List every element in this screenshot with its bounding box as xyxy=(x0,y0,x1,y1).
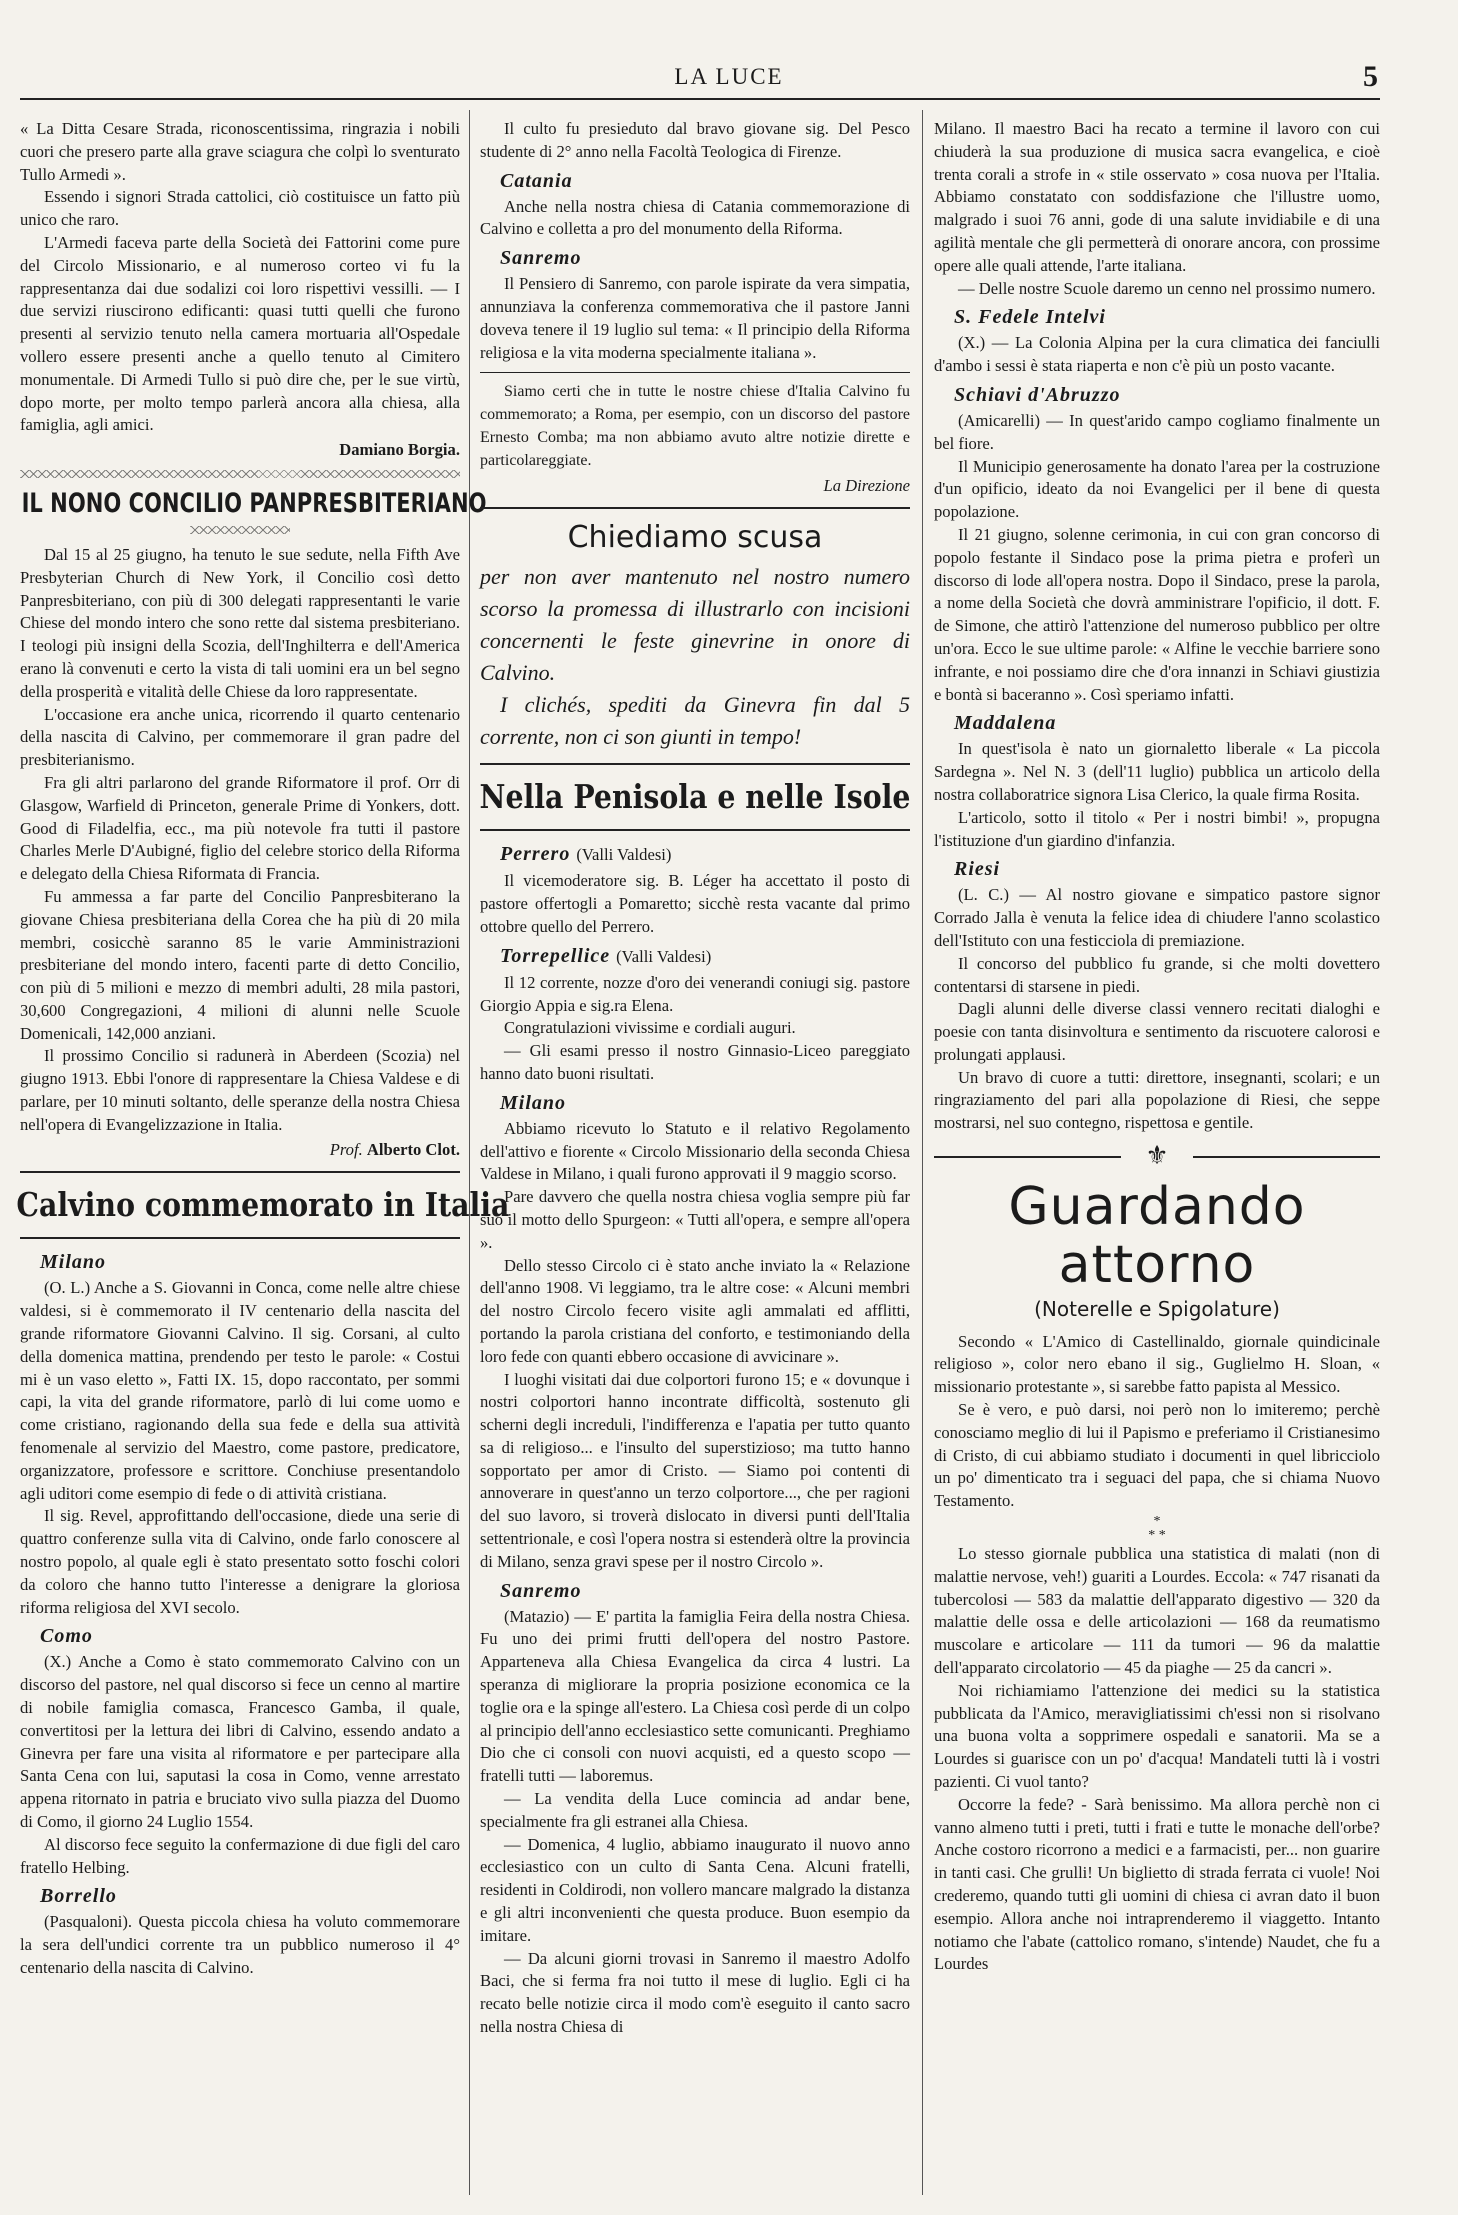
paragraph: — Delle nostre Scuole daremo un cenno nel prossimo numero. xyxy=(958,278,1376,298)
paragraph: Il 12 corrente, nozze d'oro dei venerandi coniugi sig. pastore Giorgio Appia e sig.ra Elena. xyxy=(480,972,910,1015)
divider xyxy=(480,507,910,509)
paragraph: Il culto fu presieduto dal bravo giovane sig. Del Pesco studente di 2° anno nella Facoltà Teologica di Firenze. xyxy=(480,119,910,161)
paragraph: Essendo i signori Strada cattolici, ciò costituisce un fatto più unico che raro. xyxy=(20,187,460,230)
article-title: Calvino commemorato in Italia xyxy=(16,1185,510,1225)
signature: Prof. Alberto Clot. xyxy=(329,1139,460,1159)
divider xyxy=(20,1171,460,1173)
paragraph: Lo stesso giornale pubblica una statistica di malati (non di malattie nervose, veh!) guariti a Lourdes. Eccola: « 747 risanati da tubercolosi — 583 da malattie dell'apparato digestivo — 320 da malattie delle ossa e delle articolazioni — 168 da reumatismo muscolare e articolare — 111 da tumori — 96 da malattie dell'apparato circolatorio — 45 da piaghe — 25 da cancri ». xyxy=(934,1544,1380,1678)
town-heading: Torrepellice (Valli Valdesi) xyxy=(500,944,712,967)
divider xyxy=(20,1237,460,1239)
paragraph: Milano. Il maestro Baci ha recato a termine il lavoro con cui chiuderà la sua produzione di musica sacra evangelica, e cioè trenta corali a strofe in « stile osservato » cosa nuova per l'Italia. Abbiamo constatato con soddisfazione che l'illustre uomo, malgrado i suoi 76 anni, gode di una salute invidiabile e di una agilità mentale che gli permetterà di onorare ancora, con prossime opere alle quali attende, l'arte italiana. xyxy=(934,119,1380,275)
divider xyxy=(480,763,910,765)
paragraph: Pare davvero che quella nostra chiesa voglia sempre più far suo il motto dello Spurgeon: « Tutti all'opera, e sempre all'opera ». xyxy=(480,1187,910,1252)
paragraph: Il 21 giugno, solenne cerimonia, in cui con gran concorso di popolo festante il Sindaco pose la prima pietra e proferì un discorso di lode all'opera nostra. Dopo il Sindaco, prese la parola, a nome della Società che dovrà amministrare l'opificio, il dott. F. de Simone, che attirò l'attenzione del numeroso pubblico per oltre un'ora. Ecco le sue ultime parole: « Alfine le vecchie barriere sono infrante, e noi possiamo dire che d'ora innanzi in Schiavi giustizia e bontà si baceranno ». Così speriamo infatti. xyxy=(934,524,1380,704)
paragraph: Un bravo di cuore a tutti: direttore, insegnanti, scolari; e un ringraziamento del pari alla popolazione di Riesi, che seppe mostrarsi, nel suo contegno, rispettosa e gentile. xyxy=(934,1067,1380,1133)
divider xyxy=(480,372,910,373)
paragraph: Fra gli altri parlarono del grande Riformatore il prof. Orr di Glasgow, Warfield di Princeton, generale Prime di Yonkers, dott. Good di Filadelfia, ecc., ma più notevole fra tutti il pastore Charles Merle D'Aubigné, figlio del celebre storico della Riforma e delegato della Chiesa Riformata di Francia. xyxy=(20,772,460,884)
paragraph: Il prossimo Concilio si radunerà in Aberdeen (Scozia) nel giugno 1913. Ebbi l'onore di rappresentare la Chiesa Valdese e di parlare, per 10 minuti soltanto, delle speranze della nostra Chiesa nell'opera di Evangelizzazione in Italia. xyxy=(20,1046,460,1134)
signature: Damiano Borgia. xyxy=(339,440,460,460)
page-header xyxy=(0,0,1458,110)
paragraph: Anche nella nostra chiesa di Catania commemorazione di Calvino e colletta a pro del monumento della Riforma. xyxy=(480,196,910,239)
paragraph: Il Pensiero di Sanremo, con parole ispirate da vera simpatia, annunziava la conferenza commemorativa che il pastore Janni doveva tenere il 19 luglio sul tema: « Il principio della Riforma religiosa e la vita moderna specialmente italiana ». xyxy=(480,274,910,362)
signature: La Direzione xyxy=(823,475,910,495)
paragraph: Il concorso del pubblico fu grande, si che molti dovettero contentarsi di starsene in piedi. xyxy=(934,953,1380,996)
paragraph: Al discorso fece seguito la confermazione di due figli del caro fratello Helbing. xyxy=(20,1834,460,1877)
town-heading: Riesi xyxy=(954,858,1001,881)
divider xyxy=(480,829,910,831)
article-subtitle: (Noterelle e Spigolature) xyxy=(1034,1296,1280,1321)
paragraph: — Da alcuni giorni trovasi in Sanremo il maestro Adolfo Baci, che si ferma fra noi tutto il mese di luglio. Egli ci ha recato belle notizie circa il modo com'è eseguito il canto sacro nella nostra Chiesa di xyxy=(480,1948,910,2037)
column-2 xyxy=(480,118,910,2188)
paragraph: L'occasione era anche unica, ricorrendo il quarto centenario della nascita di Calvino, per commemorare il gran padre del presbiterianismo. xyxy=(20,704,460,770)
paragraph: Fu ammessa a far parte del Concilio Panpresbiterano la giovane Chiesa presbiteriana della Corea che ha più di 20 mila membri, cosicchè saranno 85 le varie Amministrazioni presbiteriane del mondo intero, facenti parte di detto Concilio, con più di 5 milioni e mezzo di membri adulti, 28 mila pastori, 30,600 Congregazioni, 4 milioni di alunni nelle Scuole Domenicali, 142,000 anziani. xyxy=(20,886,460,1043)
paragraph: (X.) Anche a Como è stato commemorato Calvino con un discorso del pastore, nel qual discorso si fece un cenno al martire di nobile famiglia comasca, Francesco Gamba, il quale, convertitosi per la lettura dei libri di Calvino, essendo andato a Ginevra per fare una visita al riformatore e per partecipare alla Santa Cena con lui, saputasi la cosa in Como, venne arrestato appena ritornato in patria e bruciato vivo sulla piazza del Duomo di Como, il giorno 24 Luglio 1554. xyxy=(20,1652,460,1831)
page-number: 5 xyxy=(1363,60,1378,93)
apology-text xyxy=(480,561,910,753)
article-title: Guardando attorno xyxy=(1008,1176,1306,1295)
town-heading: Catania xyxy=(500,169,573,192)
fleuron-ornament-icon: ⚜ xyxy=(934,1145,1380,1168)
article-title: Chiediamo scusa xyxy=(567,520,823,556)
concilio-article xyxy=(20,544,460,1162)
article-title: Nella Penisola e nelle Isole xyxy=(479,777,911,817)
header-rule xyxy=(20,98,1380,100)
town-heading: Schiavi d'Abruzzo xyxy=(954,383,1121,406)
divider xyxy=(20,470,460,478)
paragraph: Dagli alunni delle diverse classi vennero recitati dialoghi e poesie con tanta disinvoltura e sentimento da riscuotere calorosi e prolungati applausi. xyxy=(934,999,1380,1064)
paragraph: Secondo « L'Amico di Castellinaldo, giornale quindicinale religioso », color nero ebano il sig., Guglielmo H. Sloan, « missionario protestante », si sarebbe fatto papista al Messico. xyxy=(934,1331,1380,1397)
paragraph: In quest'isola è nato un giornaletto liberale « La piccola Sardegna ». Nel N. 3 (dell'11 luglio) pubblica un articolo della nostra collaboratrice signora Lisa Clerico, la quale firma Rosita. xyxy=(934,739,1380,804)
town-heading: Sanremo xyxy=(500,247,582,270)
town-heading: S. Fedele Intelvi xyxy=(954,306,1106,329)
paragraph: (Pasqualoni). Questa piccola chiesa ha voluto commemorare la sera dell'undici corrente tra un pubblico numeroso il 4° centenario della nascita di Calvino. xyxy=(20,1912,460,1977)
town-heading: Perrero (Valli Valdesi) xyxy=(500,843,672,866)
town-heading: Borrello xyxy=(40,1885,117,1908)
paragraph: (L. C.) — Al nostro giovane e simpatico pastore signor Corrado Jalla è venuta la felice idea di chiudere l'anno scolastico dell'Istituto con una festicciola di premiazione. xyxy=(934,885,1380,950)
masthead: LA LUCE xyxy=(674,64,784,89)
asterism-icon: * * * xyxy=(1148,1514,1166,1544)
paragraph: Abbiamo ricevuto lo Statuto e il relativo Regolamento dell'attivo e fiorente « Circolo Missionario della seconda Chiesa Valdese in Milano, i quali furono approvati il 9 maggio scorso. xyxy=(480,1118,910,1184)
paragraph: — Gli esami presso il nostro Ginnasio-Liceo pareggiato hanno dato buoni risultati. xyxy=(480,1041,910,1083)
paragraph: (X.) — La Colonia Alpina per la cura climatica dei fanciulli d'ambo i sessi è stata riaperta e non c'è più un posto vacante. xyxy=(934,333,1380,376)
paragraph: Siamo certi che in tutte le nostre chiese d'Italia Calvino fu commemorato; a Roma, per esempio, con un discorso del pastore Ernesto Comba; ma non abbiamo avuto altre notizie dirette e particolareggiate. xyxy=(480,383,910,469)
paragraph: L'articolo, sotto il titolo « Per i nostri bimbi! », propugna l'istituzione d'un giardino d'infanzia. xyxy=(934,807,1380,850)
town-heading: Sanremo xyxy=(500,1579,582,1602)
paragraph: L'Armedi faceva parte della Società dei Fattorini come pure del Circolo Missionario, e al numeroso corteo vi fu la rappresentanza dai due sodalizi coi loro rispettivi vessilli. — I due servizi riuscirono edificanti: quasi tutti quelli che furono presenti al servizio tenuto nella camera mortuaria all'Ospedale vollero essere presenti anche a quello tenuto al Cimitero monumentale. Di Armedi Tullo si può dire che, per le sue virtù, dopo morte, per molto tempo parlerà ancora alla chiesa, alla famiglia, agli amici. xyxy=(20,232,460,435)
paragraph: (Amicarelli) — In quest'arido campo cogliamo finalmente un bel fiore. xyxy=(934,410,1380,453)
town-heading: Milano xyxy=(40,1251,107,1274)
column-divider xyxy=(922,110,923,2195)
paragraph: Dello stesso Circolo ci è stato anche inviato la « Relazione dell'anno 1908. Vi leggiamo, tra le altre cose: « Alcuni membri del nostro Circolo fecero visite agli ammalati ed afflitti, portando la parola cristiana del conforto, e testimoniando della loro fede con quanti ebbero occasione di avvicinare ». xyxy=(480,1255,910,1366)
paragraph: Il Municipio generosamente ha donato l'area per la costruzione d'un opificio, ideato da noi Evangelici per il bene di questa popolazione. xyxy=(934,456,1380,522)
paragraph: I clichés, spediti da Ginevra fin dal 5 corrente, non ci son giunti in tempo! xyxy=(480,692,910,750)
paragraph: Dal 15 al 25 giugno, ha tenuto le sue sedute, nella Fifth Ave Presbyterian Church di New York, il Concilio così detto Panpresbiteriano, con più di 300 delegati rappresentanti le varie Chiese del mondo intero che sono rette dal sistema presbiteriano. I teologi più insigni della Scozia, dell'Inghilterra e dell'America erano là convenuti e certo la vista di tali uomini era un bel segno della prosperità e vitalità delle Chiese da loro rappresentate. xyxy=(20,544,460,701)
paragraph: Noi richiamiamo l'attenzione dei medici su la statistica pubblicata da l'Amico, meravigliatissimi ch'essi non si risolvano una buona volta a sopprimere ospedali e sanatorii. Ma se a Lourdes si guarisce con un po' d'acqua! Mandateli tutti là i vostri pazienti. Ci vuol tanto? xyxy=(934,1680,1380,1792)
paragraph: per non aver mantenuto nel nostro numero scorso la promessa di illustrarlo con incisioni concernenti le feste ginevrine in onore di Calvino. xyxy=(480,564,910,686)
town-heading: Maddalena xyxy=(954,712,1057,735)
strada-article xyxy=(20,118,460,462)
divider xyxy=(190,526,290,534)
paragraph: (Matazio) — E' partita la famiglia Feira della nostra Chiesa. Fu uno dei primi frutti dell'opera del nostro Pastore. Apparteneva alla Chiesa Evangelica da circa 4 lustri. La speranza di migliorare la propria posizione economica ce la toglie ora e la spinge all'estero. La Chiesa così perde di un colpo al principio dell'anno ecclesiastico sette comunicanti. Preghiamo Dio che ci consoli con nuovi acquisti, ed a questo scopo — fratelli tutti — laboremus. xyxy=(480,1606,910,1786)
town-heading: Milano xyxy=(500,1091,567,1114)
paragraph: Occorre la fede? - Sarà benissimo. Ma allora perchè non ci vanno almeno tutti i preti, tutti i frati e tutte le monache dell'orbe? Anche costoro ricorrono a medici e a farmacisti, per... non guarire in tanti casi. Che grulli! Un biglietto di strada ferrata ci vuole! Noi crederemo, quando tutti gli uomini di chiesa ci avran dato il buon esempio. Allora anche noi intraprenderemo il viaggetto. Intanto notiamo che l'abate (cattolico romano, s'intende) Naudet, che fu a Lourdes xyxy=(934,1794,1380,1974)
paragraph: « La Ditta Cesare Strada, riconoscentissima, ringrazia i nobili cuori che presero parte alla grave sciagura che colpì lo sventurato Tullo Armedi ». xyxy=(20,119,460,184)
column-1 xyxy=(16,118,510,2188)
paragraph: — Domenica, 4 luglio, abbiamo inaugurato il nuovo anno ecclesiastico con un culto di Santa Cena. Alcuni fratelli, residenti in Coldirodi, non vollero mancare malgrado la distanza e gli altri inconvenienti che questa produce. Buon esempio da imitare. xyxy=(480,1834,910,1945)
paragraph: (O. L.) Anche a S. Giovanni in Conca, come nelle altre chiese valdesi, si è commemorato il IV centenario della nascita del grande riformatore Giovanni Calvino. Il sig. Corsani, al culto della domenica mattina, prendendo per testo le parole: « Costui mi è un vaso eletto », Fatti IX. 15, dopo raccontato, per sommi capi, la vita del grande riformatore, parlò di lui come uomo e come cristiano, ragionando della sua fede e della sua attività fenomenale al servizio del Maestro, come pastore, predicatore, organizzatore, professore e scrittore. Conchiuse presentandolo agli uditori come esempio di fede o di attività cristiana. xyxy=(20,1278,460,1503)
paragraph: — La vendita della Luce comincia ad andar bene, specialmente fra gli estranei alla Chiesa. xyxy=(480,1789,910,1831)
paragraph: Congratulazioni vivissime e cordiali auguri. xyxy=(504,1018,796,1038)
town-heading: Como xyxy=(40,1625,93,1648)
paragraph: Il vicemoderatore sig. B. Léger ha accettato il posto di pastore offertogli a Pomaretto; sicchè resta vacante dal primo ottobre quello del Perrero. xyxy=(480,871,910,936)
article-title: IL NONO CONCILIO PANPRESBITERIANO xyxy=(21,487,487,519)
column-divider xyxy=(469,110,470,2195)
paragraph: Il sig. Revel, approfittando dell'occasione, diede una serie di quattro conferenze sulla vita di Calvino, onde farlo conoscere al nostro popolo, al quale egli è stato presentato sotto foschi colori da coloro che hanno tutto l'interesse a denigrare la gloriosa riforma religiosa del XVI secolo. xyxy=(20,1506,460,1617)
paragraph: Se è vero, e può darsi, noi però non lo imiteremo; perchè conosciamo meglio di lui il Papismo e preferiamo il Cristianesimo di Cristo, di cui abbiamo studiato i documenti in quel libricciolo un po' dimenticato tra i seguaci del papa, che si chiama Nuovo Testamento. xyxy=(934,1400,1380,1511)
column-3 xyxy=(934,118,1380,2188)
paragraph: I luoghi visitati dai due colportori furono 15; e « dovunque i nostri colportori hanno incontrate difficoltà, sostenuto gli scherni degli increduli, l'indifferenza e l'apatia per tutto quanto sa di religioso... e l'insulto del superstizioso; ma tutto hanno sopportato per amor di Cristo. — Siamo poi contenti di annoverare in quest'anno un terzo colportore..., che per ragioni del suo lavoro, si troverà dislocato in diversi punti dell'Italia settentrionale, e così l'opera nostra si estenderà oltre la provincia di Milano, senza gravi spese per il nostro Circolo ». xyxy=(480,1369,910,1571)
